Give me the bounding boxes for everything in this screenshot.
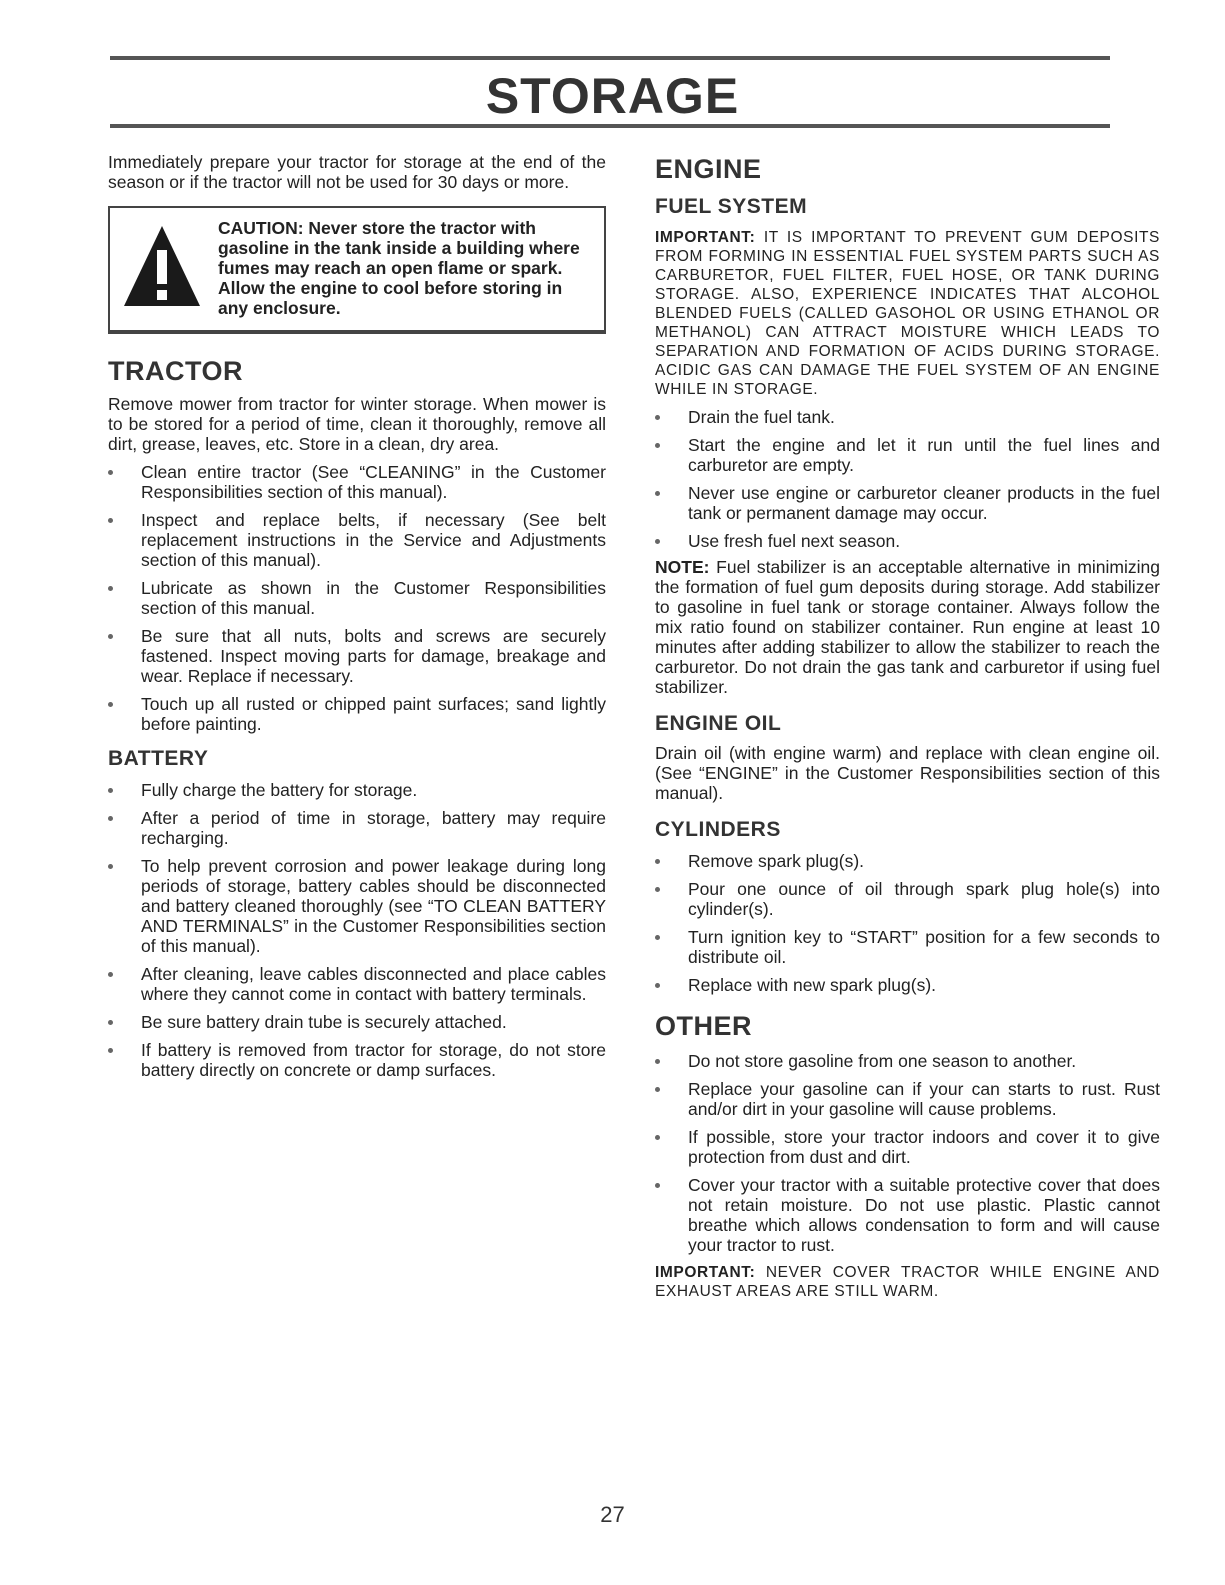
title-underline: [110, 124, 1110, 128]
bullet-icon: [108, 1048, 113, 1053]
caution-box: [108, 206, 606, 334]
list-item: If battery is removed from tractor for storage, do not store battery directly on concrete or damp surfaces.: [108, 1040, 606, 1080]
list-item: Be sure battery drain tube is securely attached.: [108, 1012, 606, 1032]
bullet-icon: [655, 887, 660, 892]
list-item: Be sure that all nuts, bolts and screws are securely fastened. Inspect moving parts for damage, breakage and wear. Replace if necessary.: [108, 626, 606, 686]
list-item: After cleaning, leave cables disconnected and place cables where they cannot come in contact with battery terminals.: [108, 964, 606, 1004]
other-important-paragraph: IMPORTANT: NEVER COVER TRACTOR WHILE ENGINE AND EXHAUST AREAS ARE STILL WARM.: [655, 1264, 1160, 1300]
bullet-icon: [108, 470, 113, 475]
bullet-icon: [655, 983, 660, 988]
list-item: Cover your tractor with a suitable protective cover that does not retain moisture. Do not use plastic. Plastic cannot breathe which allows condensation to form and will cause your tractor to rust.: [655, 1175, 1160, 1255]
list-item: Inspect and replace belts, if necessary (See belt replacement instructions in the Service and Adjustments section of this manual).: [108, 510, 606, 570]
bullet-icon: [108, 518, 113, 523]
fuel-system-heading: FUEL SYSTEM: [655, 195, 808, 218]
bullet-icon: [655, 1135, 660, 1140]
warning-triangle-icon: [122, 224, 202, 310]
page-number: 27: [600, 1502, 625, 1527]
list-item: After a period of time in storage, battery may require recharging.: [108, 808, 606, 848]
fuel-list: [655, 407, 1160, 551]
list-item: Pour one ounce of oil through spark plug hole(s) into cylinder(s).: [655, 879, 1160, 919]
right-column: [655, 152, 1160, 1301]
tractor-list: [108, 462, 606, 734]
page-title: STORAGE: [485, 68, 740, 124]
battery-list: [108, 780, 606, 1080]
list-item: Drain the fuel tank.: [655, 407, 1160, 427]
list-item: Start the engine and let it run until the fuel lines and carburetor are empty.: [655, 435, 1160, 475]
list-item: Replace with new spark plug(s).: [655, 975, 1160, 995]
engine-oil-heading: ENGINE OIL: [655, 712, 782, 735]
bullet-icon: [108, 864, 113, 869]
fuel-important-paragraph: IMPORTANT: IT IS IMPORTANT TO PREVENT GUM DEPOSITS FROM FORMING IN ESSENTIAL FUEL SYSTEM PARTS SUCH AS CARBURETOR, FUEL FILTER, FUEL HOSE, OR TANK DURING STORAGE. ALSO, EXPERIENCE INDICATES THAT ALCOHOL BLENDED FUELS (CALLED GASOHOL OR USING ETHANOL OR METHANOL) CAN ATTRACT MOISTURE WHICH LEADS TO SEPARATION AND FORMATION OF ACIDS DURING STORAGE. ACIDIC GAS CAN DAMAGE THE FUEL SYSTEM OF AN ENGINE WHILE IN STORAGE.: [655, 229, 1160, 398]
list-item: Fully charge the battery for storage.: [108, 780, 606, 800]
bullet-icon: [655, 1059, 660, 1064]
engine-heading: ENGINE: [655, 154, 762, 184]
battery-heading: BATTERY: [108, 747, 209, 770]
list-item: Remove spark plug(s).: [655, 851, 1160, 871]
list-item: Do not store gasoline from one season to another.: [655, 1051, 1160, 1071]
left-column: [108, 152, 606, 1080]
list-item: If possible, store your tractor indoors and cover it to give protection from dust and dirt.: [655, 1127, 1160, 1167]
list-item: Lubricate as shown in the Customer Responsibilities section of this manual.: [108, 578, 606, 618]
bullet-icon: [655, 491, 660, 496]
bullet-icon: [108, 788, 113, 793]
list-item: Turn ignition key to “START” position for a few seconds to distribute oil.: [655, 927, 1160, 967]
list-item: Use fresh fuel next season.: [655, 531, 1160, 551]
list-item: To help prevent corrosion and power leakage during long periods of storage, battery cables should be disconnected and battery cleaned thoroughly (see “TO CLEAN BATTERY AND TERMINALS” in the Customer Responsibilities section of this manual).: [108, 856, 606, 956]
tractor-paragraph: Remove mower from tractor for winter storage. When mower is to be stored for a period of time, clean it thoroughly, remove all dirt, grease, leaves, etc. Store in a clean, dry area.: [108, 394, 606, 454]
bullet-icon: [655, 859, 660, 864]
bullet-icon: [108, 634, 113, 639]
bullet-icon: [108, 586, 113, 591]
other-list: [655, 1051, 1160, 1255]
tractor-heading: TRACTOR: [108, 356, 243, 386]
caution-text: CAUTION: Never store the tractor with gasoline in the tank inside a building where fumes may reach an open flame or spark. Allow the engine to cool before storing in any enclosure.: [218, 218, 580, 318]
bullet-icon: [108, 1020, 113, 1025]
bullet-icon: [655, 539, 660, 544]
cylinders-heading: CYLINDERS: [655, 818, 781, 841]
intro-paragraph: Immediately prepare your tractor for storage at the end of the season or if the tractor will not be used for 30 days or more.: [108, 152, 606, 192]
bullet-icon: [655, 935, 660, 940]
list-item: Touch up all rusted or chipped paint surfaces; sand lightly before painting.: [108, 694, 606, 734]
note-paragraph: NOTE: Fuel stabilizer is an acceptable alternative in minimizing the formation of fuel gum deposits during storage. Add stabilizer to gasoline in fuel tank or storage container. Always follow the mix ratio found on stabilizer container. Run engine at least 10 minutes after adding stabilizer to allow the stabilizer to reach the carburetor. Do not drain the gas tank and carburetor if using fuel stabilizer.: [655, 557, 1160, 697]
bullet-icon: [108, 972, 113, 977]
list-item: Replace your gasoline can if your can starts to rust. Rust and/or dirt in your gasoline will cause problems.: [655, 1079, 1160, 1119]
important-label: IMPORTANT:: [655, 229, 756, 246]
bullet-icon: [655, 1183, 660, 1188]
bullet-icon: [655, 443, 660, 448]
list-item: Never use engine or carburetor cleaner products in the fuel tank or permanent damage may occur.: [655, 483, 1160, 523]
bullet-icon: [655, 415, 660, 420]
cylinders-list: [655, 851, 1160, 995]
note-label: NOTE:: [655, 557, 710, 577]
bullet-icon: [108, 816, 113, 821]
list-item: Clean entire tractor (See “CLEANING” in the Customer Responsibilities section of this manual).: [108, 462, 606, 502]
other-heading: OTHER: [655, 1011, 752, 1041]
important-label: IMPORTANT:: [655, 1264, 756, 1281]
engine-oil-paragraph: Drain oil (with engine warm) and replace with clean engine oil. (See “ENGINE” in the Customer Responsibilities section of this manual).: [655, 743, 1160, 803]
bullet-icon: [655, 1087, 660, 1092]
top-rule: [110, 56, 1110, 60]
bullet-icon: [108, 702, 113, 707]
